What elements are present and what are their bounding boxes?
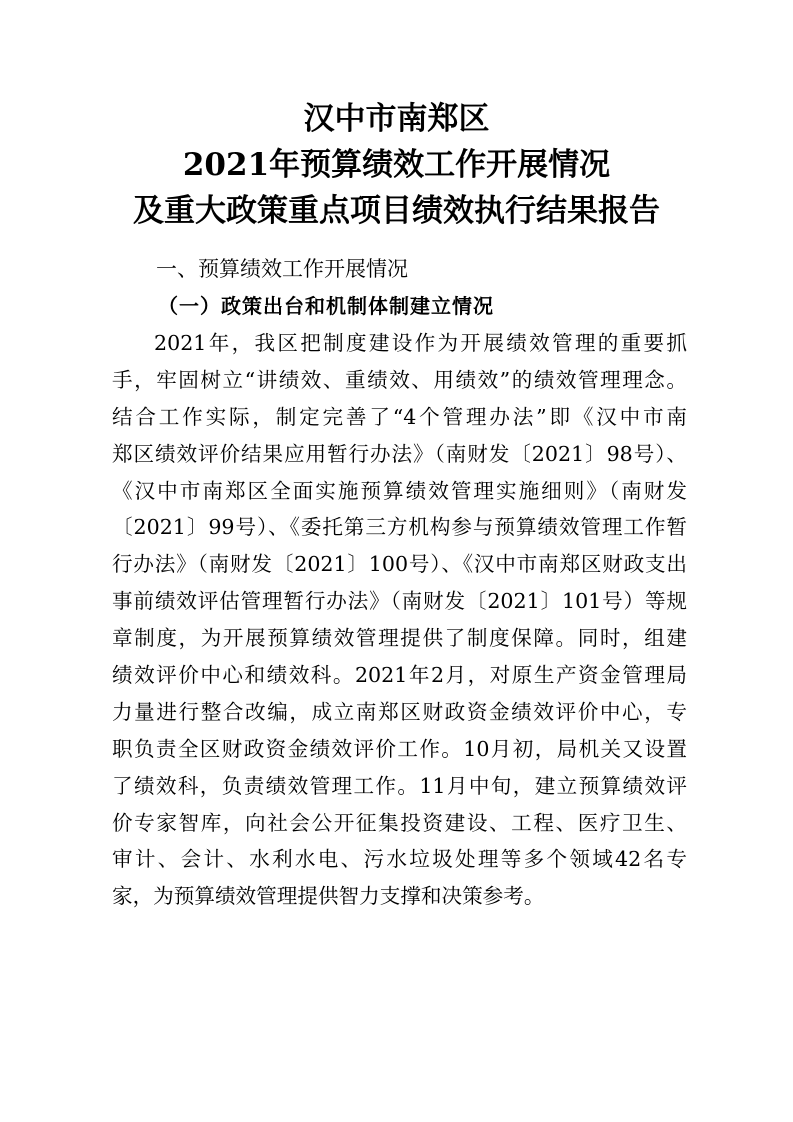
title-line-1: 汉中市南郑区 — [303, 101, 490, 137]
paragraph-line: 审计、会计、水利水电、污水垃圾处理等多个领域42名专 — [112, 847, 687, 872]
title-line-3: 及重大政策重点项目绩效执行结果报告 — [133, 193, 660, 229]
section-heading: 一、预算绩效工作开展情况 — [156, 257, 408, 281]
paragraph-line: 《汉中市南郑区全面实施预算绩效管理实施细则》（南财发 — [112, 478, 687, 503]
paragraph-line: 了绩效科，负责绩效管理工作。11月中旬，建立预算绩效评 — [112, 773, 687, 798]
paragraph-line: 力量进行整合改编，成立南郑区财政资金绩效评价中心，专 — [112, 699, 687, 724]
paragraph-line: 〔2021〕99号）、《委托第三方机构参与预算绩效管理工作暂 — [112, 515, 687, 540]
paragraph-line: 手，牢固树立“讲绩效、重绩效、用绩效”的绩效管理理念。 — [112, 367, 687, 392]
title-line-2: 2021年预算绩效工作开展情况 — [182, 147, 611, 183]
paragraph-line: 价专家智库，向社会公开征集投资建设、工程、医疗卫生、 — [112, 810, 687, 835]
paragraph-line: 2021年，我区把制度建设作为开展绩效管理的重要抓 — [154, 331, 687, 355]
paragraph-line: 郑区绩效评价结果应用暂行办法》（南财发〔2021〕98号）、 — [112, 441, 687, 466]
paragraph-line: 家，为预算绩效管理提供智力支撑和决策参考。 — [112, 884, 545, 909]
paragraph-line: 职负责全区财政资金绩效评价工作。10月初，局机关又设置 — [112, 736, 687, 761]
sub-heading: （一）政策出台和机制体制建立情况 — [158, 294, 494, 318]
document-title — [60, 96, 733, 234]
body-paragraph — [112, 325, 687, 915]
paragraph-line: 章制度，为开展预算绩效管理提供了制度保障。同时，组建 — [112, 626, 687, 651]
paragraph-line: 事前绩效评估管理暂行办法》（南财发〔2021〕101号）等规 — [112, 589, 687, 614]
paragraph-line: 行办法》（南财发〔2021〕100号）、《汉中市南郑区财政支出 — [112, 552, 687, 577]
paragraph-line: 结合工作实际，制定完善了“4个管理办法”即《汉中市南 — [112, 404, 687, 429]
paragraph-line: 绩效评价中心和绩效科。2021年2月，对原生产资金管理局 — [112, 663, 687, 688]
